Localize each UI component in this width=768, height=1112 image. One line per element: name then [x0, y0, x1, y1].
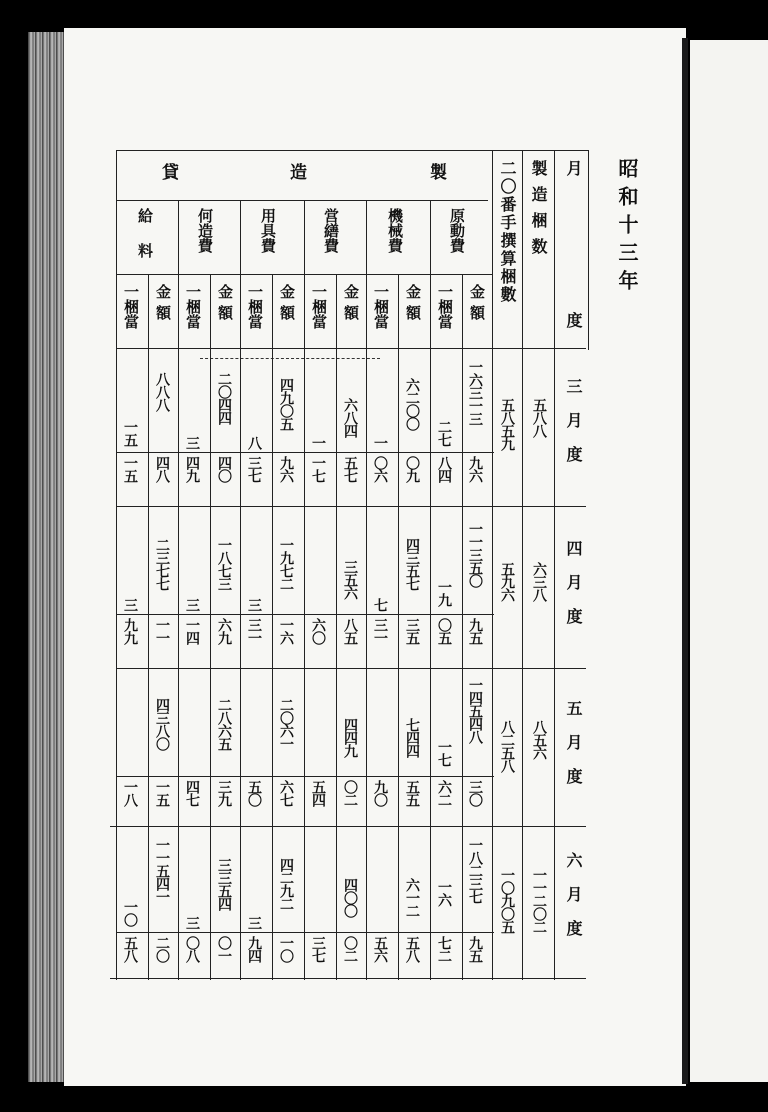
amount-value: 一四五四八 — [467, 678, 483, 743]
per-bale-value: 三 — [246, 598, 262, 611]
row-border-2 — [116, 668, 586, 669]
production-value: 五八八 — [531, 398, 547, 437]
per-bale-fraction: 五六 — [372, 936, 388, 962]
per-bale-header: 一梱當 — [246, 284, 264, 329]
col-line — [588, 150, 589, 350]
per-bale-value: 八 — [246, 436, 262, 449]
per-bale-fraction: 〇五 — [436, 618, 452, 644]
subrow-border-1 — [116, 452, 494, 453]
amount-header: 金額 — [154, 284, 172, 326]
amount-value: 四二九二 — [278, 858, 294, 910]
amount-fraction: 〇二 — [342, 936, 358, 962]
month-label: 五月度 — [564, 700, 583, 802]
per-bale-value: 三 — [184, 916, 200, 929]
per-bale-fraction: 〇八 — [184, 936, 200, 962]
amount-fraction: 六七 — [278, 780, 294, 806]
group-header-char: 製 — [430, 163, 447, 183]
item-header-salary: 給料 — [136, 208, 154, 278]
col-line — [210, 274, 211, 980]
amount-fraction: 二〇 — [154, 936, 170, 962]
per-bale-value: 七 — [372, 598, 388, 611]
amount-value: 六八四 — [342, 398, 358, 437]
per-bale-value: 三 — [184, 598, 200, 611]
per-bale-value: 一〇 — [122, 900, 138, 926]
dashed-line — [200, 358, 380, 359]
item-header-packing: 何造費 — [196, 208, 214, 253]
table-bottom-border — [110, 978, 586, 979]
amount-fraction: 四〇 — [216, 456, 232, 482]
production-value: 八五六 — [531, 720, 547, 759]
month-header: 月 — [564, 160, 583, 176]
amount-value: 四三五七 — [404, 538, 420, 590]
amount-fraction: 三〇 — [467, 780, 483, 806]
amount-value: 七四四 — [404, 718, 420, 757]
col-line — [178, 200, 179, 980]
per-bale-fraction: 八四 — [436, 456, 452, 482]
amount-fraction: 四八 — [154, 456, 170, 482]
amount-value: 三五六 — [342, 560, 358, 599]
col-line — [148, 274, 149, 980]
amount-fraction: 一五 — [154, 780, 170, 806]
group-header-char: 貸 — [162, 163, 179, 183]
amount-fraction: 一六 — [278, 618, 294, 644]
month-label: 四月度 — [564, 540, 583, 642]
amount-header: 金額 — [342, 284, 360, 326]
item-header-power: 原動費 — [448, 208, 466, 253]
amount-fraction: 〇一 — [216, 936, 232, 962]
amount-fraction: 一一 — [154, 618, 170, 644]
col-line — [366, 200, 367, 980]
amount-value: 四〇〇 — [342, 878, 358, 917]
col-line — [462, 274, 463, 980]
amount-fraction: 五八 — [404, 936, 420, 962]
per-bale-fraction: 〇六 — [372, 456, 388, 482]
per-bale-value: 三 — [246, 916, 262, 929]
page-title: 昭和十三年 — [615, 158, 639, 298]
amount-value: 二〇四四 — [216, 372, 232, 424]
amount-header: 金額 — [278, 284, 296, 326]
per-bale-fraction: 四九 — [184, 456, 200, 482]
twenty-value: 五九六 — [499, 562, 515, 601]
per-bale-value: 三 — [184, 436, 200, 449]
amount-value: 四九〇五 — [278, 378, 294, 430]
per-bale-header: 一梱當 — [310, 284, 328, 329]
amount-value: 一一五四一 — [154, 838, 170, 903]
amount-header: 金額 — [468, 284, 486, 326]
per-bale-header: 一梱當 — [122, 284, 140, 329]
amount-value: 二三七七 — [154, 538, 170, 590]
amount-fraction: 八五 — [342, 618, 358, 644]
per-bale-fraction: 三七 — [310, 936, 326, 962]
per-bale-value: 一六 — [436, 880, 452, 906]
month-label: 六月度 — [564, 852, 583, 954]
amount-value: 一八二三七 — [467, 838, 483, 903]
subrow-border-4 — [116, 932, 494, 933]
subrow-border-2 — [116, 614, 494, 615]
row-border-1 — [116, 506, 586, 507]
amount-fraction: 九五 — [467, 618, 483, 644]
per-bale-value: 三 — [122, 598, 138, 611]
amount-fraction: 三九 — [216, 780, 232, 806]
per-bale-fraction: 六二 — [436, 780, 452, 806]
per-bale-fraction: 六〇 — [310, 618, 326, 644]
item-header-tools: 用具費 — [259, 208, 277, 253]
col-line — [522, 150, 523, 980]
col-line — [398, 274, 399, 980]
amount-header: 金額 — [404, 284, 422, 326]
per-bale-fraction: 五四 — [310, 780, 326, 806]
per-bale-fraction: 三七 — [246, 456, 262, 482]
per-bale-value: 一五 — [122, 420, 138, 446]
per-bale-header: 一梱當 — [184, 284, 202, 329]
per-bale-value: 二七 — [436, 420, 452, 446]
per-bale-fraction: 九〇 — [372, 780, 388, 806]
fiscal-header: 度 — [564, 312, 583, 328]
table-top-border — [116, 150, 588, 151]
per-bale-value: 一七 — [436, 740, 452, 766]
amount-fraction: 三五 — [404, 618, 420, 644]
twenty-value: 八二五八 — [499, 720, 515, 772]
item-header-repair: 営繕費 — [322, 208, 340, 253]
amount-fraction: 五五 — [404, 780, 420, 806]
per-bale-fraction: 五〇 — [246, 780, 262, 806]
amount-value: 一九七二 — [278, 538, 294, 590]
amount-value: 四三八〇 — [154, 698, 170, 750]
per-bale-fraction: 一四 — [184, 618, 200, 644]
amount-fraction: 五七 — [342, 456, 358, 482]
subrow-border-3 — [116, 776, 494, 777]
twenty-value: 五八五九 — [499, 398, 515, 450]
per-bale-fraction: 一五 — [122, 456, 138, 482]
col-line — [116, 150, 117, 980]
col-line — [240, 200, 241, 980]
per-bale-fraction: 九四 — [246, 936, 262, 962]
amount-header: 金額 — [216, 284, 234, 326]
amount-fraction: 九六 — [278, 456, 294, 482]
amount-value: 八八八 — [154, 372, 170, 411]
production-value: 六三八 — [531, 562, 547, 601]
col-line — [554, 150, 555, 980]
twenty-value: 一〇九〇五 — [499, 868, 515, 933]
per-bale-fraction: 七二 — [436, 936, 452, 962]
per-bale-value: 一 — [372, 436, 388, 449]
amount-value: 一六三一三 — [467, 360, 483, 425]
per-bale-fraction: 一七 — [310, 456, 326, 482]
amount-fraction: 六九 — [216, 618, 232, 644]
amount-fraction: 〇九 — [404, 456, 420, 482]
month-label: 三月度 — [564, 378, 583, 480]
per-bale-fraction: 九九 — [122, 618, 138, 644]
amount-value: 六二〇〇 — [404, 378, 420, 430]
per-bale-fraction: 五八 — [122, 936, 138, 962]
col-line — [304, 200, 305, 980]
group-header-border — [116, 200, 488, 201]
amount-value: 六一二 — [404, 878, 420, 917]
per-bale-value: 一 — [310, 436, 326, 449]
amount-value: 一一三五〇 — [467, 522, 483, 587]
per-bale-header: 一梱當 — [372, 284, 390, 329]
item-header-machinery: 機械費 — [386, 208, 404, 253]
twenty-count-header: 二〇番手撰算梱數 — [498, 160, 517, 304]
per-bale-value: 一九 — [436, 580, 452, 606]
amount-fraction: 〇二 — [342, 780, 358, 806]
col-line — [272, 274, 273, 980]
per-bale-fraction: 四七 — [184, 780, 200, 806]
amount-value: 一八七三 — [216, 538, 232, 590]
amount-value: 二〇六一 — [278, 698, 294, 750]
row-border-3 — [110, 826, 586, 827]
per-bale-fraction: 三一 — [372, 618, 388, 644]
amount-fraction: 九五 — [467, 936, 483, 962]
per-bale-fraction: 一八 — [122, 780, 138, 806]
group-header-char: 造 — [290, 163, 307, 183]
amount-fraction: 九六 — [467, 456, 483, 482]
amount-value: 二八六五 — [216, 698, 232, 750]
production-count-header: 製造梱数 — [529, 160, 548, 264]
production-value: 一一二〇二 — [531, 868, 547, 933]
col-line — [430, 200, 431, 980]
col-line — [492, 150, 493, 980]
header-bottom-border — [116, 348, 586, 349]
amount-value: 四四九 — [342, 718, 358, 757]
per-bale-header: 一梱當 — [436, 284, 454, 329]
col-line — [336, 274, 337, 980]
amount-fraction: 一〇 — [278, 936, 294, 962]
per-bale-fraction: 三一 — [246, 618, 262, 644]
amount-value: 三三五四 — [216, 858, 232, 910]
